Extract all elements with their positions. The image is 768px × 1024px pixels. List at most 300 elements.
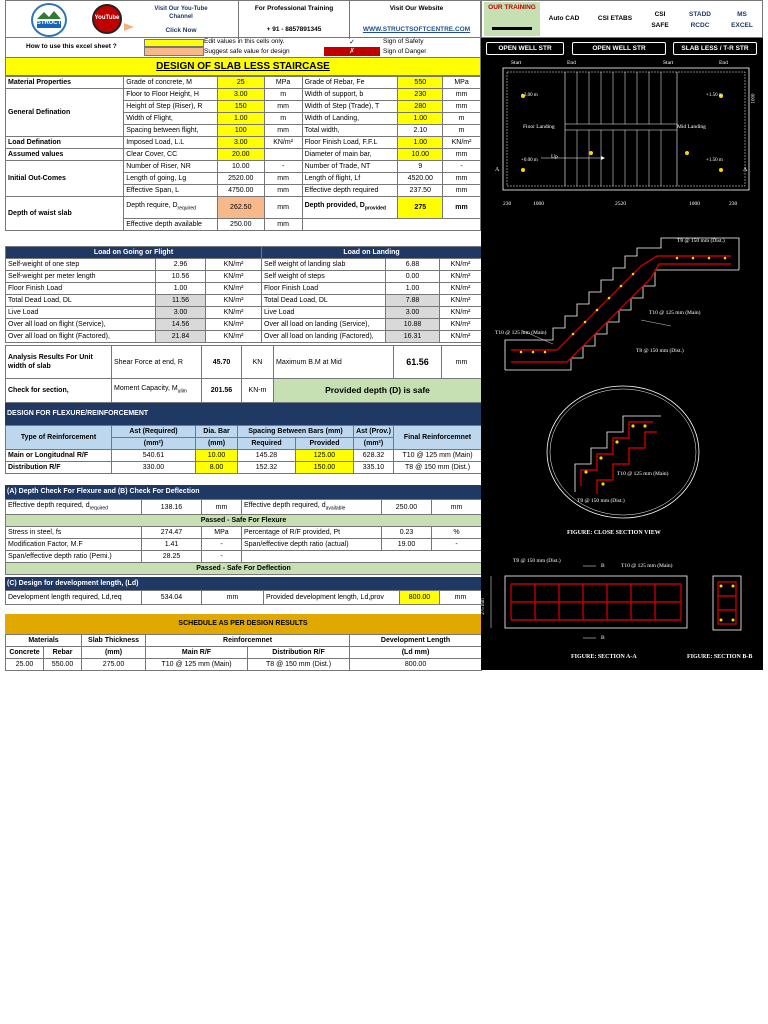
load-label: Floor Finish Load xyxy=(262,283,386,295)
main-rf: T10 @ 125 mm (Main) xyxy=(146,659,248,671)
unit: KN/m² xyxy=(206,307,262,319)
param-value: 237.50 xyxy=(398,185,443,197)
col-header: Ast (Prov.) xyxy=(354,426,394,438)
table-row xyxy=(6,539,482,551)
schedule-table xyxy=(5,634,482,671)
moment-capacity-label: Moment Capacity, $M_{ulim}$ xyxy=(112,379,202,403)
spreadsheet xyxy=(5,0,763,670)
table-row xyxy=(6,527,482,539)
dia-input[interactable]: 10.00 xyxy=(196,450,238,462)
col-header: Ast (Required) xyxy=(112,426,196,438)
spacing-provided-input[interactable]: 150.00 xyxy=(296,462,354,474)
devlen-heading: (C) Design for development length, (Ld) xyxy=(5,577,481,590)
depth-provided-input[interactable]: 275 xyxy=(398,197,443,219)
unit: - xyxy=(202,539,242,551)
table-row xyxy=(6,295,482,307)
t8-dist-close-label: T8 @ 150 mm (Dist.) xyxy=(577,498,625,504)
click-now-link[interactable]: Click Now xyxy=(165,27,197,34)
final-reinf: T8 @ 150 mm (Dist.) xyxy=(394,462,482,474)
unit: - xyxy=(432,539,482,551)
param-value-input[interactable]: 150 xyxy=(217,101,264,113)
t10-main-close-label: T10 @ 125 mm (Main) xyxy=(617,471,669,477)
unit: mm xyxy=(443,89,481,101)
unit: mm xyxy=(440,591,482,605)
unit: m xyxy=(443,125,481,137)
devlen-required-value: 534.04 xyxy=(142,591,202,605)
arrow-icon xyxy=(492,27,532,30)
param-value-input[interactable]: 1.00 xyxy=(398,137,443,149)
col-header: Dia. Bar xyxy=(196,426,238,438)
table-row xyxy=(6,259,482,271)
load-label: Total Dead Load, DL xyxy=(6,295,156,307)
stair-section-drawing xyxy=(481,230,763,380)
unit: KN/m² xyxy=(206,331,262,343)
devlen-required-label: Development length required, Ld,req xyxy=(6,591,142,605)
col-header: Development Length xyxy=(350,635,482,647)
table-row xyxy=(6,331,482,343)
spacing-provided-input[interactable]: 125.00 xyxy=(296,450,354,462)
close-section-drawing xyxy=(541,382,705,528)
param-value: 250.00 xyxy=(382,500,432,515)
param-label: Effective depth required, $d_{available}$ xyxy=(242,500,382,515)
col-header: (mm) xyxy=(196,438,238,450)
analysis-label: Analysis Results For Unit width of slab xyxy=(6,346,112,379)
software-bar xyxy=(481,0,763,38)
unit: KN/m² xyxy=(264,137,302,149)
pointing-hand-icon xyxy=(124,23,134,31)
drawing-panel xyxy=(481,0,763,670)
param-value: 2.10 xyxy=(398,125,443,137)
load-label: Over all load on landing (Factored), xyxy=(262,331,386,343)
load-value: 10.56 xyxy=(156,271,206,283)
param-label: Grade of Rebar, Fe xyxy=(302,77,398,89)
safety-check-icon: ✓ xyxy=(324,39,380,47)
website-link[interactable]: WWW.STRUCTSOFTCENTRE.COM xyxy=(362,26,471,33)
param-value-input[interactable]: 230 xyxy=(398,89,443,101)
col-header: Final Reinforcemnet xyxy=(394,426,482,450)
table-row xyxy=(6,379,482,403)
table-row xyxy=(6,271,482,283)
rebar-grade: 550.00 xyxy=(44,659,82,671)
load-value: 11.56 xyxy=(156,295,206,307)
param-value-input[interactable]: 1.00 xyxy=(217,113,264,125)
load-label: Floor Finish Load xyxy=(6,283,156,295)
csi-safe-link[interactable]: CSI SAFE xyxy=(651,11,669,29)
deflection-heading: (A) Depth Check For Flexure and (B) Check For Deflection xyxy=(5,485,481,499)
unit: mm xyxy=(443,149,481,161)
col-header: Provided xyxy=(296,438,354,450)
table-row xyxy=(6,426,482,438)
bm-label: Maximum B.M at Mid xyxy=(274,346,394,379)
param-label: Total width, xyxy=(302,125,398,137)
load-value: 1.00 xyxy=(386,283,440,295)
unit: KN/m² xyxy=(206,259,262,271)
param-label: Number of Trade, NT xyxy=(302,161,398,173)
edit-values-text: Edit values in this cells only. xyxy=(204,38,285,45)
load-label: Self weight of steps xyxy=(262,271,386,283)
suggest-text: Suggest safe value for design xyxy=(204,48,290,55)
col-header: (mm²) xyxy=(112,438,196,450)
param-value-input[interactable]: 3.00 xyxy=(217,137,264,149)
table-row xyxy=(6,307,482,319)
param-label: Number of Riser, NR xyxy=(124,161,218,173)
unit: - xyxy=(443,161,481,173)
unit: KN/m² xyxy=(206,319,262,331)
param-value: 4750.00 xyxy=(217,185,264,197)
col-header: Spacing Between Bars (mm) xyxy=(238,426,354,438)
load-value: 6.88 xyxy=(386,259,440,271)
load-value: 10.88 xyxy=(386,319,440,331)
table-row xyxy=(6,563,482,575)
phone-number[interactable]: + 91 - 8857891345 xyxy=(266,26,322,33)
unit: mm xyxy=(443,185,481,197)
unit: MPa xyxy=(443,77,481,89)
param-value-input[interactable]: 25 xyxy=(217,77,264,89)
param-label: Length of flight, Lf xyxy=(302,173,398,185)
bm-value: 61.56 xyxy=(394,346,442,379)
unit: KN/m² xyxy=(443,137,481,149)
dev-length: 800.00 xyxy=(350,659,482,671)
unit: mm xyxy=(264,197,302,219)
table-row xyxy=(6,635,482,647)
schedule-heading: SCHEDULE AS PER DESIGN RESULTS xyxy=(5,614,481,634)
param-value: 19.00 xyxy=(382,539,432,551)
devlen-provided-input[interactable]: 800.00 xyxy=(400,591,440,605)
param-value: 4520.00 xyxy=(398,173,443,185)
param-value: 0.23 xyxy=(382,527,432,539)
unit: KN/m² xyxy=(440,331,482,343)
load-value: 16.31 xyxy=(386,331,440,343)
flexure-table xyxy=(5,425,482,474)
load-label: Over all load on flight (Service), xyxy=(6,319,156,331)
table-row xyxy=(6,137,481,149)
unit: KN/m² xyxy=(440,319,482,331)
param-label: Width of support, b xyxy=(302,89,398,101)
t10-main-label-2: T10 @ 125 mm (Main) xyxy=(495,330,547,336)
load-label: Over all load on landing (Service), xyxy=(262,319,386,331)
param-value: 1.41 xyxy=(142,539,202,551)
website-title: Visit Our Website xyxy=(389,5,444,12)
table-row xyxy=(6,647,482,659)
param-label: Width of Flight, xyxy=(124,113,218,125)
unit: mm xyxy=(202,591,264,605)
t8-dist-label-2: T8 @ 150 mm (Dist.) xyxy=(636,348,684,354)
param-label: Spacing between flight, xyxy=(124,125,218,137)
param-value-input[interactable]: 1.00 xyxy=(398,113,443,125)
table-row xyxy=(6,591,482,605)
unit: mm xyxy=(264,125,302,137)
loads-table xyxy=(5,246,482,343)
param-label: Percentage of R/F provided, Pt xyxy=(242,527,382,539)
col-header: Rebar xyxy=(44,647,82,659)
unit: KN/m² xyxy=(440,295,482,307)
ms-excel-link[interactable]: MS EXCEL xyxy=(731,11,753,29)
param-label: Grade of concrete, M xyxy=(124,77,218,89)
design-table-panel xyxy=(5,0,481,670)
flexure-pass-status: Passed - Safe For Flexure xyxy=(6,515,482,527)
param-value: 28.25 xyxy=(142,551,202,563)
unit: KN/m² xyxy=(440,271,482,283)
param-label: Span/effective depth ratio (Pemi.) xyxy=(6,551,142,563)
load-value: 7.88 xyxy=(386,295,440,307)
group-label: Assumed values xyxy=(6,149,124,161)
load-label: Over all load on flight (Factored), xyxy=(6,331,156,343)
col-header: Materials xyxy=(6,635,82,647)
page-title: DESIGN OF SLAB LESS STAIRCASE xyxy=(5,58,481,76)
analysis-table xyxy=(5,345,482,403)
ast-provided: 335.10 xyxy=(354,462,394,474)
unit: KN/m² xyxy=(206,295,262,307)
svg-text:A: A xyxy=(495,167,500,173)
param-value: 10.00 xyxy=(217,161,264,173)
param-label: Clear Cover, CC xyxy=(124,149,218,161)
devlen-table xyxy=(5,590,482,605)
effective-depth-value: 250.00 xyxy=(217,219,264,231)
param-label: Length of going, Lg xyxy=(124,173,218,185)
unit: mm xyxy=(443,197,481,219)
load-value: 0.00 xyxy=(386,271,440,283)
param-value: 2520.00 xyxy=(217,173,264,185)
table-row xyxy=(6,346,482,379)
table-row xyxy=(6,515,482,527)
table-row xyxy=(6,659,482,671)
thickness-dimension: 275 mm xyxy=(480,598,486,615)
table-row xyxy=(6,450,482,462)
ast-required: 330.00 xyxy=(112,462,196,474)
param-label: Floor to Floor Height, H xyxy=(124,89,218,101)
load-value: 14.56 xyxy=(156,319,206,331)
waist-label: Depth of waist slab xyxy=(6,197,124,231)
table-row xyxy=(6,161,481,173)
check-label: Check for section, xyxy=(6,379,112,403)
edit-cell-sample xyxy=(144,39,204,47)
legend-row xyxy=(5,38,481,58)
reinf-type: Main or Longitudnal R/F xyxy=(6,450,112,462)
ast-required: 540.61 xyxy=(112,450,196,462)
param-value-input[interactable]: 280 xyxy=(398,101,443,113)
slab-less-tr-str-button[interactable]: SLAB LESS / T-R STR xyxy=(673,42,757,55)
training-title: For Professional Training xyxy=(254,5,334,12)
param-value-input[interactable]: 10.00 xyxy=(398,149,443,161)
unit: % xyxy=(432,527,482,539)
depth-required-value: 262.50 xyxy=(217,197,264,219)
section-b-marker-2: B xyxy=(601,635,605,641)
landing-load-header: Load on Landing xyxy=(262,247,482,259)
structsoft-logo[interactable] xyxy=(31,3,67,37)
end-label-1: End xyxy=(567,60,576,66)
level-label: +3.00 m xyxy=(521,93,538,98)
youtube-logo-text: YouTube xyxy=(94,15,120,21)
stadd-rcdc-link[interactable]: STADD RCDC xyxy=(689,11,711,29)
t8-dist-label: T8 @ 150 mm (Dist.) xyxy=(677,238,725,244)
param-label: Diameter of main bar, xyxy=(302,149,398,161)
unit: - xyxy=(264,161,302,173)
load-value: 3.00 xyxy=(386,307,440,319)
param-label: Width of Landing, xyxy=(302,113,398,125)
load-label: Live Load xyxy=(262,307,386,319)
dist-rf: T8 @ 150 mm (Dist.) xyxy=(248,659,350,671)
unit: mm xyxy=(442,346,482,379)
param-value-input[interactable]: 20.00 xyxy=(217,149,264,161)
load-label: Self-weight of one step xyxy=(6,259,156,271)
danger-cross-icon: ✗ xyxy=(324,47,380,56)
unit: mm xyxy=(264,173,302,185)
end-label-2: End xyxy=(719,60,728,66)
reinf-type: Distribution R/F xyxy=(6,462,112,474)
load-label: Live Load xyxy=(6,307,156,319)
col-header: (Ld mm) xyxy=(350,647,482,659)
param-value: 274.47 xyxy=(142,527,202,539)
unit: mm xyxy=(443,173,481,185)
section-bb-caption: FIGURE: SECTION B-B xyxy=(687,654,753,660)
unit: KN/m² xyxy=(206,271,262,283)
how-to-label[interactable]: How to use this excel sheet ? xyxy=(26,43,117,50)
group-label: General Defination xyxy=(6,89,124,137)
properties-table xyxy=(5,76,481,231)
load-value: 3.00 xyxy=(156,307,206,319)
csi-etabs-link[interactable]: CSI ETABS xyxy=(597,15,633,22)
param-label: Stress in steel, fs xyxy=(6,527,142,539)
youtube-channel-label: Visit Our You-Tube Channel xyxy=(154,6,208,20)
col-header: Distribution R/F xyxy=(248,647,350,659)
suggest-cell-sample xyxy=(144,47,204,56)
vertical-dimension: 1000 xyxy=(751,93,757,104)
effective-depth-label: Effective depth available xyxy=(124,219,218,231)
param-label: Effective Span, L xyxy=(124,185,218,197)
unit xyxy=(264,149,302,161)
open-well-str-button-2[interactable]: OPEN WELL STR xyxy=(572,42,666,55)
unit: KN/m² xyxy=(206,283,262,295)
spacing-required: 152.32 xyxy=(238,462,296,474)
col-header: Required xyxy=(238,438,296,450)
load-value: 1.00 xyxy=(156,283,206,295)
table-row xyxy=(6,500,482,515)
unit: m xyxy=(443,113,481,125)
unit: mm xyxy=(443,101,481,113)
open-well-str-button-1[interactable]: OPEN WELL STR xyxy=(486,42,564,55)
youtube-logo[interactable] xyxy=(92,4,122,34)
col-header: (mm) xyxy=(82,647,146,659)
unit: mm xyxy=(264,185,302,197)
moment-capacity-value: 201.56 xyxy=(202,379,242,403)
depth-safe-status: Provided depth (D) is safe xyxy=(274,379,482,403)
start-label-1: Start xyxy=(511,60,522,66)
table-row xyxy=(6,77,481,89)
concrete-grade: 25.00 xyxy=(6,659,44,671)
our-training-button[interactable]: OUR TRAINING xyxy=(484,2,540,36)
flexure-heading: DESIGN FOR FLEXURE/REINFORCEMENT xyxy=(5,403,481,425)
load-value: 21.84 xyxy=(156,331,206,343)
load-label: Total Dead Load, DL xyxy=(262,295,386,307)
depth-provided-label: Depth provided, $D_{provided}$ xyxy=(302,197,398,219)
col-header: Reinforcemnet xyxy=(146,635,350,647)
ast-provided: 628.32 xyxy=(354,450,394,462)
t8-dist-aa-label: T8 @ 150 mm (Dist.) xyxy=(513,558,561,564)
param-label: Span/effective depth ratio (actual) xyxy=(242,539,382,551)
col-header: Main R/F xyxy=(146,647,248,659)
table-row xyxy=(6,89,481,101)
section-aa-bb-drawing xyxy=(481,556,763,656)
unit: MPa xyxy=(202,527,242,539)
plan-dimensions: 230 1000 2520 1000 230 xyxy=(503,201,738,207)
table-row xyxy=(6,551,482,563)
top-banner xyxy=(5,0,481,38)
unit: mm xyxy=(264,101,302,113)
group-label: Load Defination xyxy=(6,137,124,149)
svg-text:A: A xyxy=(743,167,748,173)
dia-input[interactable]: 8.00 xyxy=(196,462,238,474)
sign-of-danger: Sign of Danger xyxy=(383,48,427,55)
autocad-link[interactable]: Auto CAD xyxy=(548,15,580,22)
col-header: (mm²) xyxy=(354,438,394,450)
unit: KN-m xyxy=(242,379,274,403)
unit: KN/m² xyxy=(440,283,482,295)
stair-plan-drawing xyxy=(481,58,763,214)
final-reinf: T10 @ 125 mm (Main) xyxy=(394,450,482,462)
deflection-table xyxy=(5,499,482,575)
unit: - xyxy=(202,551,242,563)
param-value-input[interactable]: 100 xyxy=(217,125,264,137)
col-header: Type of Reinforcement xyxy=(6,426,112,450)
up-label: Up xyxy=(551,154,558,160)
level-label: +1.50 m xyxy=(706,158,723,163)
start-label-2: Start xyxy=(663,60,674,66)
depth-required-label: Depth require, $D_{required}$ xyxy=(124,197,218,219)
group-label: Initial Out-Comes xyxy=(6,161,124,197)
param-value: 138.16 xyxy=(142,500,202,515)
unit: mm xyxy=(202,500,242,515)
param-label: Modification Factor, M.F xyxy=(6,539,142,551)
t10-main-label: T10 @ 125 mm (Main) xyxy=(649,310,701,316)
unit: KN/m² xyxy=(440,307,482,319)
close-section-caption: FIGURE: CLOSE SECTION VIEW xyxy=(567,530,661,536)
unit: mm xyxy=(264,219,302,231)
unit: m xyxy=(264,113,302,125)
level-label: +1.50 m xyxy=(706,93,723,98)
mid-landing-label: Mid Landing xyxy=(677,124,706,130)
unit: MPa xyxy=(264,77,302,89)
load-value: 2.96 xyxy=(156,259,206,271)
shear-value: 45.70 xyxy=(202,346,242,379)
param-label: Floor Finish Load, F.F.L xyxy=(302,137,398,149)
unit: m xyxy=(264,89,302,101)
param-value: 9 xyxy=(398,161,443,173)
going-load-header: Load on Going or Flight xyxy=(6,247,262,259)
floor-landing-label: Floor Landing xyxy=(523,124,555,130)
table-row xyxy=(6,247,482,259)
param-label: Height of Step (Riser), R xyxy=(124,101,218,113)
unit: KN/m² xyxy=(440,259,482,271)
t10-main-aa-label: T10 @ 125 mm (Main) xyxy=(621,563,673,569)
table-row xyxy=(6,462,482,474)
col-header: Slab Thickness xyxy=(82,635,146,647)
group-label: Material Properties xyxy=(6,77,124,89)
logo-text: STRUCT xyxy=(36,20,62,26)
unit: KN xyxy=(242,346,274,379)
param-value-input[interactable]: 3.00 xyxy=(217,89,264,101)
load-label: Self weight of landing slab xyxy=(262,259,386,271)
spacing-required: 145.28 xyxy=(238,450,296,462)
devlen-provided-label: Provided development length, Ld,prov xyxy=(264,591,400,605)
param-label: Effective depth required xyxy=(302,185,398,197)
param-label: Effective depth required, $d_{required}$ xyxy=(6,500,142,515)
section-b-marker: B xyxy=(601,563,605,569)
deflection-pass-status: Passed - Safe For Deflection xyxy=(6,563,482,575)
param-value-input[interactable]: 550 xyxy=(398,77,443,89)
param-label: Width of Step (Trade), T xyxy=(302,101,398,113)
table-row xyxy=(6,149,481,161)
sign-of-safety: Sign of Safety xyxy=(383,38,424,45)
